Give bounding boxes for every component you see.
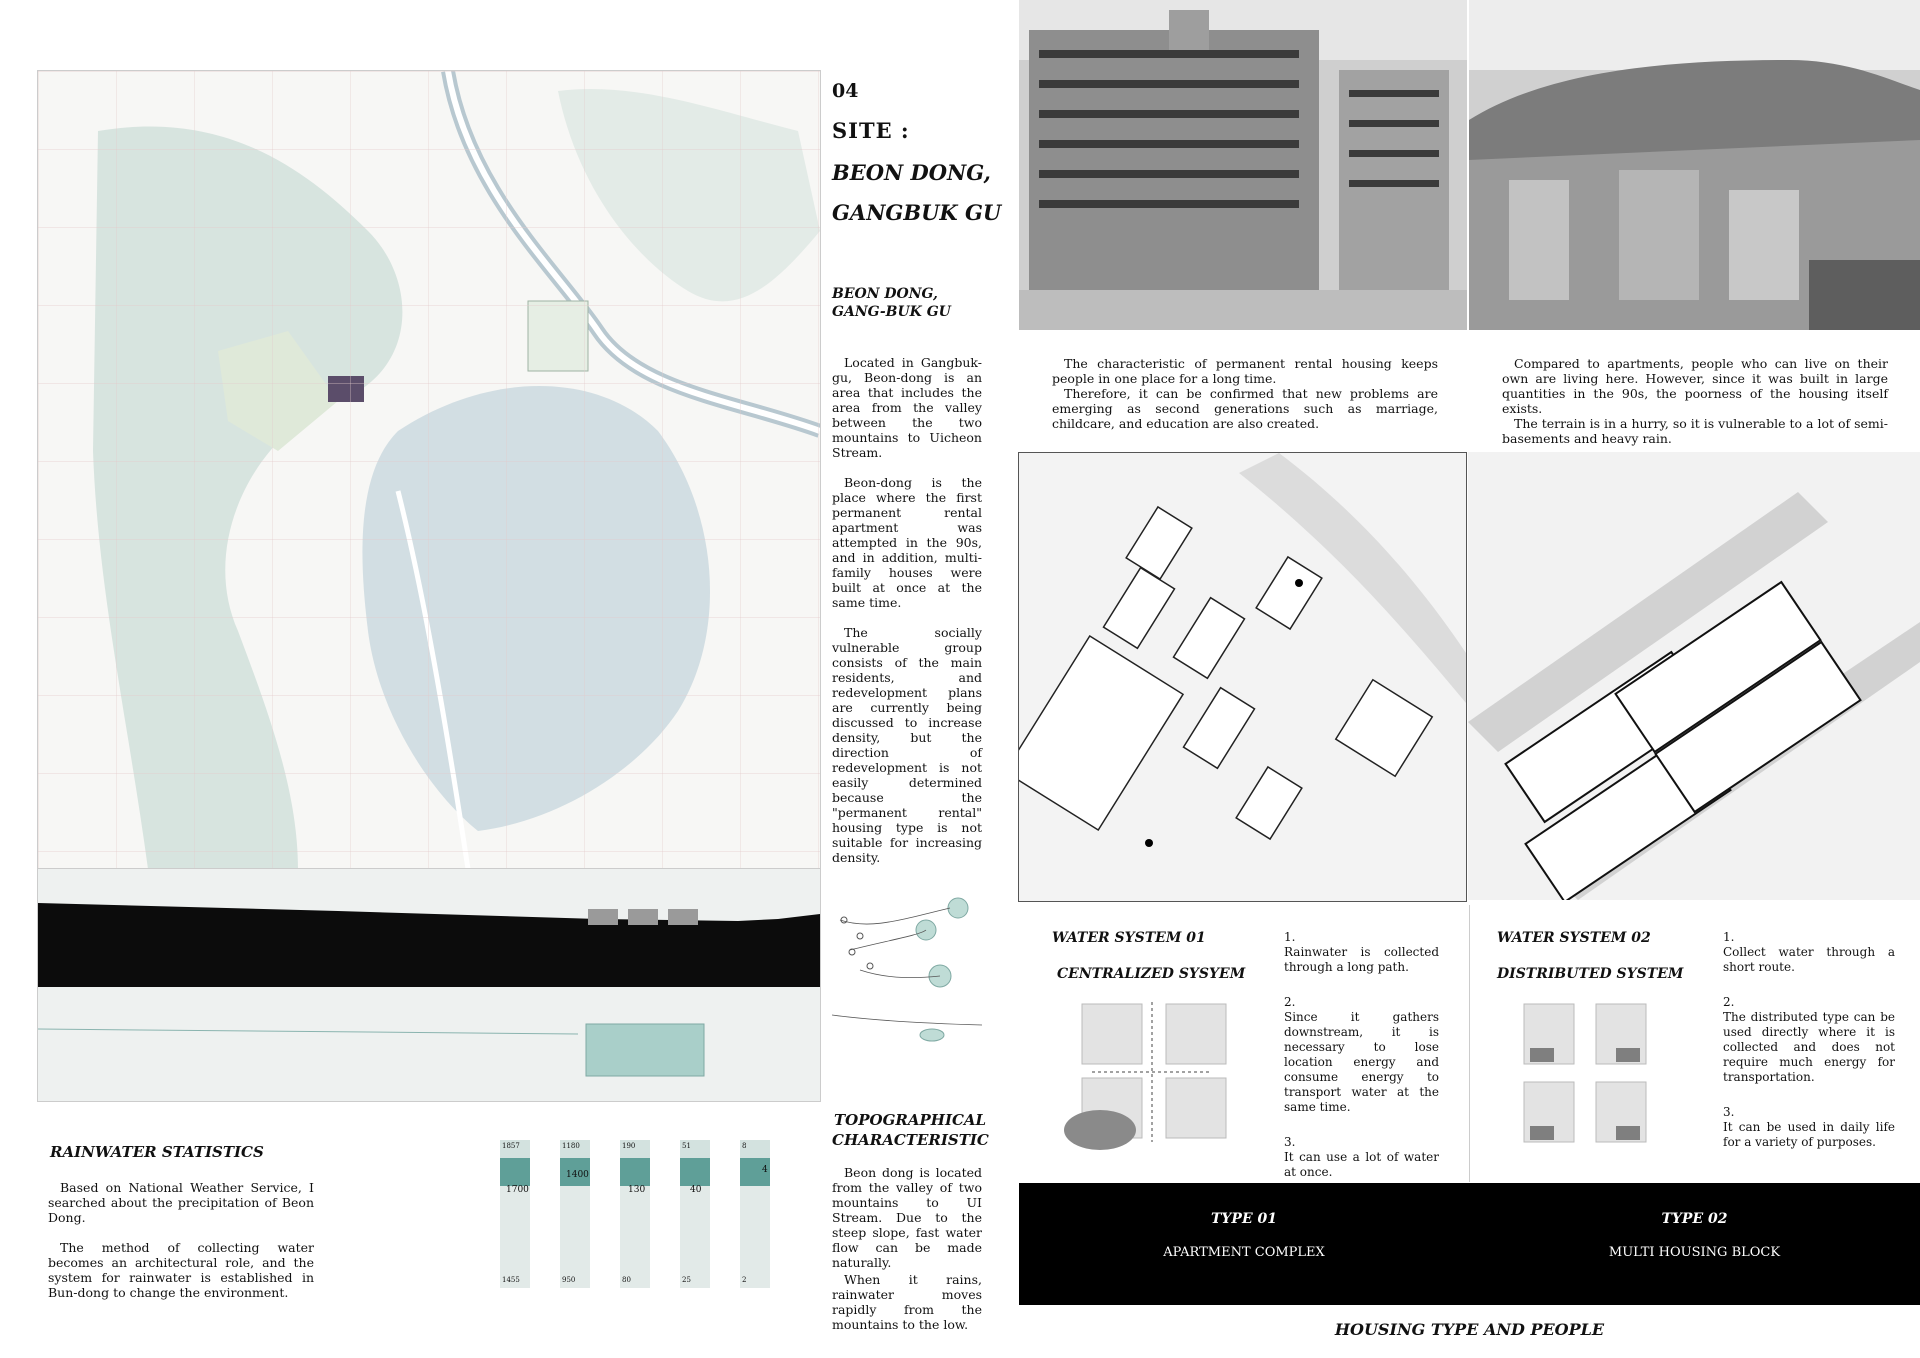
ws2-point-number: 2. — [1723, 995, 1735, 1009]
apartment-plan — [1018, 452, 1467, 902]
ws1-point-text: Since it gathers downstream, it is necessary to lose location energy and consume energy to transport water at the same time. — [1284, 1010, 1439, 1114]
ws1-point-number: 2. — [1284, 995, 1296, 1009]
apartment-photo — [1019, 0, 1467, 330]
topo-title-2: CHARACTERISTIC — [832, 1131, 989, 1149]
ws1-point-number: 1. — [1284, 930, 1296, 944]
water-system-2-subtitle: DISTRIBUTED SYSTEM — [1497, 966, 1684, 982]
intro-subtitle-2: GANG-BUK GU — [832, 304, 951, 320]
rain-bar-mid: 130 — [628, 1185, 646, 1195]
rain-bar-bottom: 80 — [622, 1276, 631, 1284]
apartment-caption-line: The characteristic of permanent rental housing keeps people in one place for a long time. — [1052, 356, 1438, 386]
multi-caption-line: The terrain is in a hurry, so it is vulnerable to a lot of semi-basements and heavy rain. — [1502, 416, 1888, 446]
site-section — [37, 868, 821, 1102]
rainwater-bar-chart — [500, 1140, 770, 1290]
ws1-point-text: It can use a lot of water at once. — [1284, 1150, 1439, 1179]
ws2-point-number: 1. — [1723, 930, 1735, 944]
ws2-point-text: Collect water through a short route. — [1723, 945, 1895, 974]
centralized-diagram — [1062, 1002, 1228, 1152]
intro-text — [832, 355, 982, 880]
ws2-point-number: 3. — [1723, 1105, 1735, 1119]
site-name-line-1: BEON DONG, — [832, 160, 991, 185]
footer-title: HOUSING TYPE AND PEOPLE — [1334, 1320, 1605, 1339]
rain-bar-bottom: 1455 — [502, 1276, 520, 1284]
rainwater-paragraph: Based on National Weather Service, I searched about the precipitation of Beon Dong. — [48, 1180, 314, 1225]
topo-text — [832, 1165, 982, 1347]
section-drawing — [38, 869, 820, 1101]
multi-caption-line: Compared to apartments, people who can live on their own are living here. However, since it was built in large quantities in the 90s, the poorness of the housing itself exists. — [1502, 356, 1888, 416]
section-number: 04 — [832, 80, 859, 102]
rain-bar-top: 51 — [682, 1142, 691, 1150]
rain-bar-top: 8 — [742, 1142, 747, 1150]
water-system-1-subtitle: CENTRALIZED SYSYEM — [1057, 966, 1246, 982]
rain-bar-bottom: 2 — [742, 1276, 747, 1284]
housing-type-bar — [1019, 1183, 1920, 1305]
rain-bar — [620, 1140, 650, 1288]
topo-title-1: TOPOGRAPHICAL — [834, 1111, 987, 1129]
rain-bar — [680, 1140, 710, 1288]
ws2-point-text: It can be used in daily life for a variety of purposes. — [1723, 1120, 1895, 1149]
type-2-name: MULTI HOUSING BLOCK — [1608, 1245, 1781, 1260]
water-system-2-title: WATER SYSTEM 02 — [1497, 930, 1651, 946]
rainwater-paragraph: The method of collecting water becomes an architectural role, and the system for rainwater is established in Bun-dong to change the environment. — [48, 1240, 314, 1300]
intro-subtitle-1: BEON DONG, — [832, 286, 938, 302]
section-mini-diagram — [832, 1005, 982, 1045]
distributed-diagram — [1520, 1002, 1650, 1152]
rain-bar-mid: 1400 — [566, 1170, 589, 1180]
water-flow-diagram — [830, 890, 990, 1000]
water-systems-divider — [1469, 905, 1470, 1182]
water-system-1-title: WATER SYSTEM 01 — [1052, 930, 1206, 946]
water-system-2-points — [1723, 930, 1895, 1150]
rain-bar — [560, 1140, 590, 1288]
rain-bar-bottom: 25 — [682, 1276, 691, 1284]
intro-paragraph: Beon-dong is the place where the first permanent rental apartment was attempted in the 90s, and in addition, multi-family houses were built at once at the same time. — [832, 475, 982, 610]
apartment-caption — [1052, 356, 1438, 431]
site-map-drawing — [38, 71, 820, 869]
rain-bar-top: 1180 — [562, 1142, 580, 1150]
rainwater-title: RAINWATER STATISTICS — [50, 1143, 264, 1161]
topo-paragraph: When it rains, rainwater moves rapidly from the mountains to the low. — [832, 1272, 982, 1332]
multi-housing-photo — [1469, 0, 1920, 330]
ws2-point-text: The distributed type can be used directly where it is collected and does not require much energy for transportation. — [1723, 1010, 1895, 1084]
ws1-point-text: Rainwater is collected through a long path. — [1284, 945, 1439, 974]
site-map — [37, 70, 821, 870]
rain-bar-top: 1857 — [502, 1142, 520, 1150]
topo-paragraph: Beon dong is located from the valley of two mountains to UI Stream. Due to the steep slope, fast water flow can be made naturally. — [832, 1165, 982, 1270]
ws1-point-number: 3. — [1284, 1135, 1296, 1149]
apartment-caption-line: Therefore, it can be confirmed that new problems are emerging as second generations such as marriage, childcare, and education are also created. — [1052, 386, 1438, 431]
type-1-name: APARTMENT COMPLEX — [1163, 1245, 1325, 1260]
type-1-label: TYPE 01 — [1211, 1211, 1277, 1227]
rain-bar-mid: 1700 — [506, 1185, 529, 1195]
rain-bar — [500, 1140, 530, 1288]
intro-paragraph: Located in Gangbuk-gu, Beon-dong is an area that includes the area from the valley between the two mountains to Uicheon Stream. — [832, 355, 982, 460]
multi-caption — [1502, 356, 1888, 446]
site-label: SITE : — [832, 118, 910, 143]
rain-bar-mid: 4 — [762, 1165, 768, 1175]
site-name-line-2: GANGBUK GU — [832, 200, 1002, 225]
rainwater-text — [48, 1180, 314, 1315]
water-system-1-points — [1284, 930, 1439, 1180]
intro-paragraph: The socially vulnerable group consists of the main residents, and redevelopment plans are currently being discussed to increase density, but the direction of redevelopment is not easily determined because the "permanent rental" housing type is not suitable for increasing density. — [832, 625, 982, 865]
rain-bar-mid: 40 — [690, 1185, 702, 1195]
rain-bar-bottom: 950 — [562, 1276, 576, 1284]
multi-housing-plan — [1468, 452, 1920, 900]
rain-bar — [740, 1140, 770, 1288]
rain-bar-top: 190 — [622, 1142, 636, 1150]
type-2-label: TYPE 02 — [1661, 1211, 1728, 1227]
